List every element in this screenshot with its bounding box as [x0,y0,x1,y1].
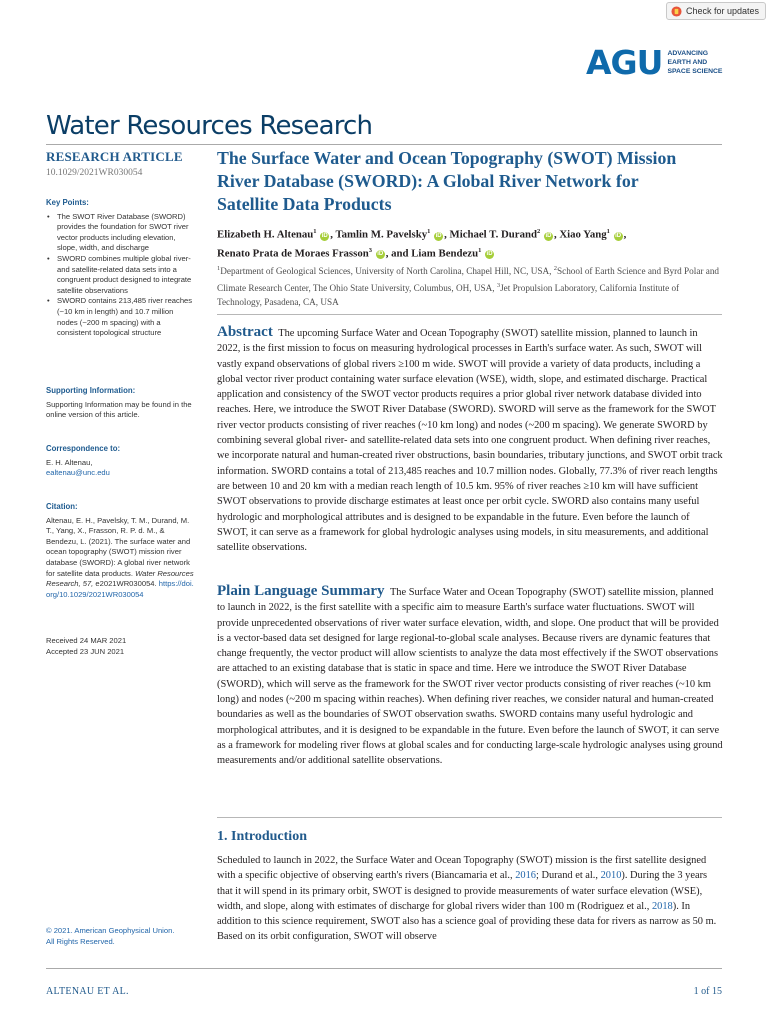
affiliation-mark: 3 [496,281,501,289]
article-type: RESEARCH ARTICLE [46,149,183,164]
citation-doi-link[interactable]: https://doi.org/10.1029/2021WR030054 [46,579,194,599]
orcid-icon[interactable]: iD [545,232,552,239]
correspondence-heading: Correspondence to: [46,444,121,453]
author-name[interactable]: Renato Prata de Moraes Frasson [217,247,369,260]
citation-journal: Water Resources Research, 57, [46,568,194,589]
orcid-icon[interactable]: iD [615,232,622,239]
author-name[interactable]: Xiao Yang [559,228,607,241]
author-name[interactable]: Elizabeth H. Altenau [217,228,314,241]
author-affiliation-mark: 1 [606,228,610,235]
reference-link[interactable]: 2016 [515,870,536,882]
agu-logo [586,43,723,82]
agu-tagline-line: SPACE SCIENCE [667,68,723,75]
plain-summary-text: The Surface Water and Ocean Topography (SWOT) satellite mission, planned to launch in 2022, is the first satellite with a specific aim to measure Earth's surface water fluctuations. SWOT will provide unprecedented observations of river water surface elevation, width, and slope. One product that will be provided is a vector-based data set designed for large regional-to-global scale analyses. Because rivers are dynamic features that change frequently, the vector product will allow scientists to analyze the data most effectively if the SWOT observations are attached to an existing database that is static in space and time. Here we introduce the SWOT River Database (SWORD), which will serve as the framework for the SWOT river vector products consisting of river reaches (~10 km long) and nodes (~200 m spacing within reaches). When defining river reaches, we consider natural and human-created boundaries as well as the boundaries of SWOT observation swaths. SWORD contains many useful hydrologic and morphological attributes, and it is designed to be expandable in the future. Even before the launch of SWOT, it can serve as a framework for modeling river flows at global scales and for conducting large-scale hydrologic analyses using ground measurements and/or additional satellite observations. [217,587,723,767]
introduction-heading: 1. Introduction [217,829,307,844]
received-date: Received 24 MAR 2021 [46,636,127,645]
copyright-notice [46,925,174,947]
correspondence-email-link[interactable]: ealtenau@unc.edu [46,468,110,478]
key-point-item: • The SWOT River Database (SWORD) provides the foundation for SWOT river vector products including elevation, slope, width, and discharge [46,212,196,254]
article-title: The Surface Water and Ocean Topography (SWOT) Mission River Database (SWORD): A Global River Network for Satellite Data Products [217,148,677,214]
author-separator: , [553,228,560,241]
footer-page-number: 1 of 15 [693,986,722,997]
affiliation-text: Department of Geological Sciences, University of North Carolina, Chapel Hill, NC, USA, [220,266,554,277]
citation-heading: Citation: [46,502,78,511]
correspondence [46,444,196,479]
abstract-text: The upcoming Surface Water and Ocean Topography (SWOT) satellite mission, planned to launch in 2022, is the first mission to focus on measuring hydrological processes in Earth's surface water. As such, SWOT will vastly expand observations of global rivers ≥100 m wide. SWOT will provide a variety of data products, including a global vector river product containing water surface elevation (WSE), width, slope, and estimated discharge. Practical application and consistency of the SWOT vector products requires a prior global river network database divided into reaches. Here, we introduce the SWOT River Database (SWORD). SWORD will serve as the framework for the SWOT river vector products consisting of river reaches (~10 km long) and nodes (~200 m spacing). We generate SWORD by combining several global river- and satellite-related data sets into one congruent product. When defining river reaches, we incorporate natural and human-created river obstructions, basin boundaries, tributary junctions, and SWOT orbit track information. SWORD contains a total of 213,485 reaches and 10.7 million nodes. Globally, 77.3% of river reach lengths are between 10 and 20 km with a median reach length of 10.5 km. 95% of river reaches ≥10 km will have sufficient SWOT observations to provide discharge estimates at least once per orbit cycle. SWORD also contains many useful hydrologic and morphological attributes and is designed to be expandable in the future. Even before the launch of SWOT, it can serve as a framework for global hydrologic analyses using models, in situ measurements, and additional satellite observations. [217,328,723,554]
section-divider [217,817,722,818]
author-affiliation-mark: 1 [313,228,317,235]
intro-text: ). During the 3 years that it will spend in its primary orbit, SWOT is designed to provide measurements of water surface elevation (WSE), width, and slope, along with estimates of discharge for global rivers wider than 100 m (Rodriguez et al., [217,870,708,912]
supporting-heading: Supporting Information: [46,386,136,395]
abstract [217,325,723,555]
header-divider [46,144,722,145]
intro-text: ). In addition to this science requirement, SWOT also has a science goal of providing these data for rivers as narrow as 50 m. Based on its orbit configuration, SWOT will observe [217,900,717,943]
citation-body: Altenau, E. H., Pavelsky, T. M., Durand, M. T., Yang, X., Frasson, R. P. d. M., & Bendezu, L. (2021). The surface water and ocean topography (SWOT) mission river database (SWORD): A global river network for satellite data products. [46,515,191,578]
supporting-text: Supporting Information may be found in the online version of this article. [46,399,192,420]
reference-link[interactable]: 2018 [651,900,673,912]
author-name[interactable]: Liam Bendezu [411,247,479,260]
affiliations [217,262,723,310]
orcid-icon[interactable]: iD [321,232,328,239]
author-list [217,224,717,261]
orcid-icon[interactable]: iD [486,251,493,258]
footer-author: ALTENAU ET AL. [46,986,129,997]
author-separator: , [444,228,450,241]
author-name[interactable]: Michael T. Durand [449,228,537,241]
author-affiliation-mark: 1 [478,246,482,254]
abstract-heading: Abstract [217,324,273,340]
key-points [46,198,196,339]
agu-tagline-line: EARTH AND [667,59,708,66]
orcid-icon[interactable]: iD [435,232,442,239]
intro-text: ; Durand et al., [535,870,601,882]
plain-language-summary [217,584,723,769]
author-affiliation-mark: 2 [536,228,541,235]
copyright-line: All Rights Reserved. [46,937,115,946]
footer-divider [46,968,722,969]
citation-number: e2021WR030054. [95,579,157,589]
reference-link[interactable]: 2010 [600,870,622,882]
author-separator: , and [385,247,412,260]
supporting-information [46,386,196,421]
author-affiliation-mark: 1 [427,228,431,235]
agu-tagline-line: ADVANCING [667,50,709,57]
author-name[interactable]: Tamlin M. Pavelsky [335,228,428,241]
agu-logo-mark: AGU [586,43,663,82]
article-dates [46,636,196,657]
agu-tagline [667,49,722,76]
check-for-updates-button[interactable] [666,2,766,20]
key-point-item: • SWORD combines multiple global river- and satellite-related data sets into a congruent product designed to integrate satellite observations [46,254,196,296]
author-separator: , [623,228,627,241]
correspondence-name: E. H. Altenau, [46,457,93,467]
check-updates-icon [671,6,682,17]
author-separator: , [330,228,336,241]
affiliation-mark: 2 [553,265,557,272]
key-points-list [46,212,196,339]
article-doi[interactable]: 10.1029/2021WR030054 [46,168,143,178]
intro-text: Scheduled to launch in 2022, the Surface Water and Ocean Topography (SWOT) mission is the first satellite designed with a specific objective of observing earth's rivers (Biancamaria et al., [217,855,707,882]
check-for-updates-label: Check for updates [685,6,759,16]
copyright-line: © 2021. American Geophysical Union. [46,926,175,935]
plain-summary-heading: Plain Language Summary [217,583,385,599]
citation-text [46,516,196,601]
affiliation-text: Jet Propulsion Laboratory, California Institute of Technology, Pasadena, CA, USA [217,282,680,308]
orcid-icon[interactable]: iD [377,251,384,258]
section-divider [217,314,722,315]
affiliation-mark: 1 [217,265,221,272]
journal-title: Water Resources Research [46,111,373,141]
affiliation-text: School of Earth Science and Byrd Polar and Climate Research Center, The Ohio State University, Columbus, OH, USA, [217,266,720,293]
citation [46,502,196,600]
key-point-item: • SWORD contains 213,485 river reaches (~10 km in length) and 10.7 million nodes (~200 m spacing) with a consistent topological structure [46,296,196,338]
introduction-paragraph [217,853,723,945]
key-points-heading: Key Points: [46,198,89,207]
author-affiliation-mark: 3 [368,246,372,254]
accepted-date: Accepted 23 JUN 2021 [46,646,125,656]
